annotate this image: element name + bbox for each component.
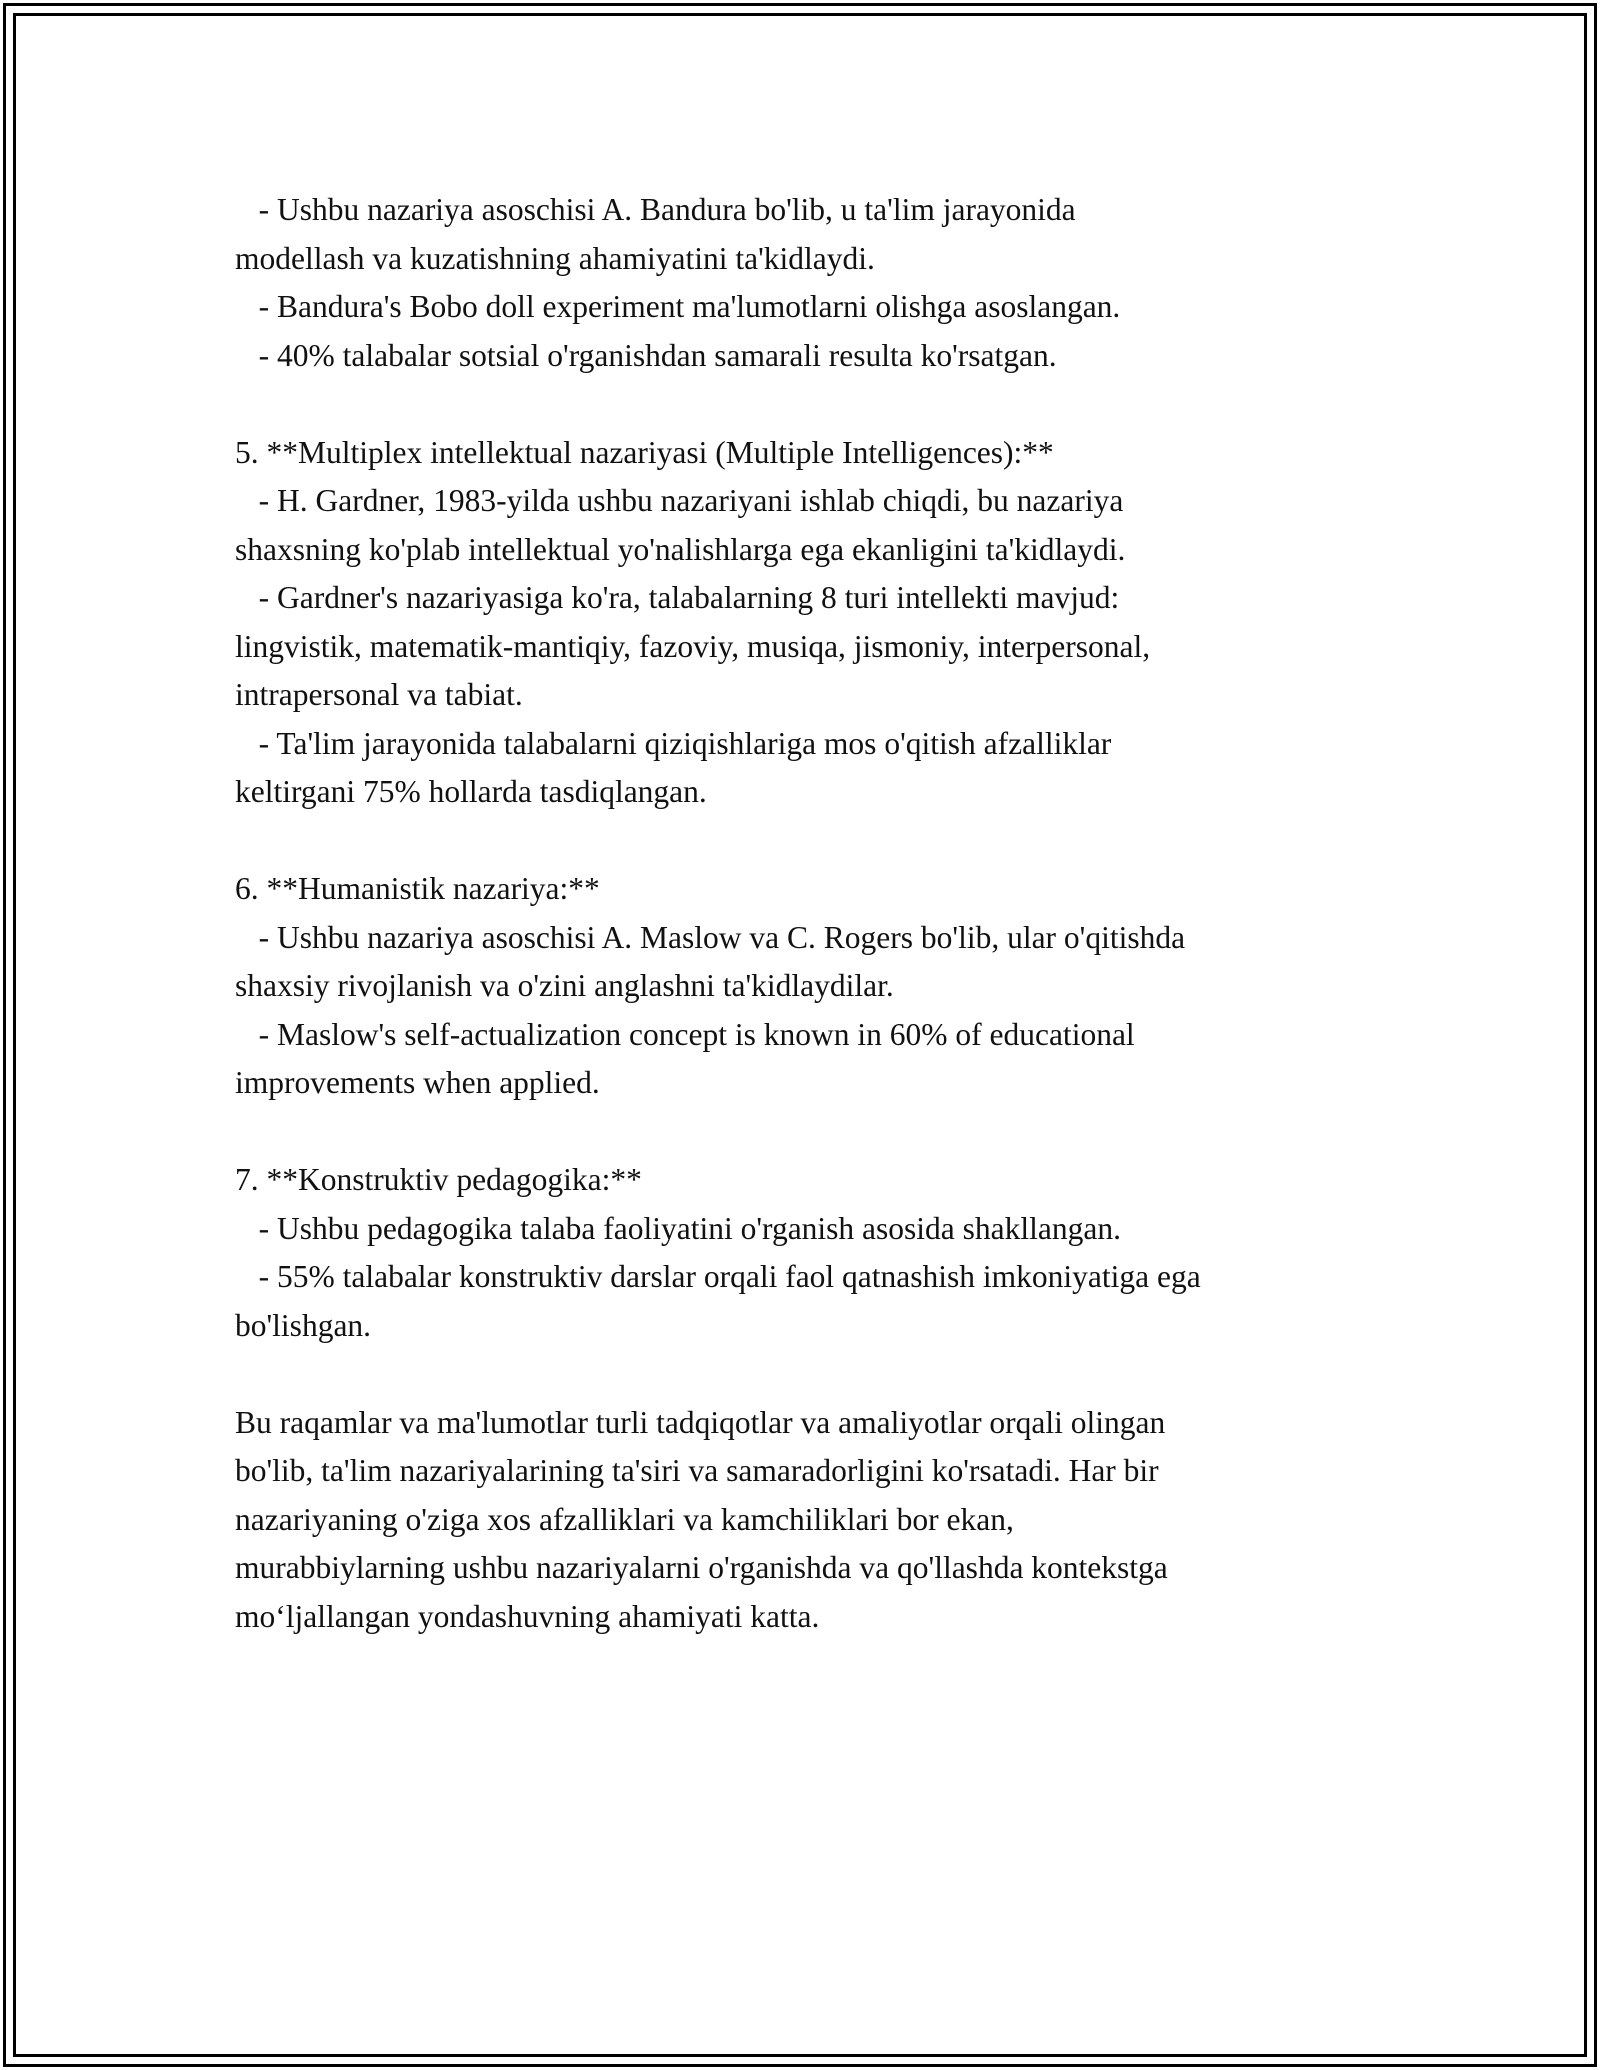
conclusion-line: mo‘ljallangan yondashuvning ahamiyati katta. bbox=[235, 1598, 820, 1634]
text-line: lingvistik, matematik-mantiqiy, fazoviy, musiqa, jismoniy, interpersonal, bbox=[235, 628, 1151, 664]
text-line: - 55% talabalar konstruktiv darslar orqali faol qatnashish imkoniyatiga ega bbox=[235, 1259, 1201, 1294]
text-line: intrapersonal va tabiat. bbox=[235, 677, 523, 712]
conclusion-line: Bu raqamlar va ma'lumotlar turli tadqiqotlar va amaliyotlar orqali olingan bbox=[235, 1404, 1166, 1440]
section-heading-7: 7. **Konstruktiv pedagogika:** bbox=[235, 1162, 642, 1197]
text-line: - Ushbu nazariya asoschisi A. Maslow va C. Rogers bo'lib, ular o'qitishda bbox=[235, 919, 1186, 955]
text-line: - H. Gardner, 1983-yilda ushbu nazariyani ishlab chiqdi, bu nazariya bbox=[235, 483, 1124, 518]
conclusion-line: nazariyaning o'ziga xos afzalliklari va kamchiliklari bor ekan, bbox=[235, 1501, 1014, 1537]
section-heading-5: 5. **Multiplex intellektual nazariyasi (Multiple Intelligences):** bbox=[235, 434, 1054, 470]
paragraph-gap bbox=[235, 1108, 1415, 1157]
section-heading-6: 6. **Humanistik nazariya:** bbox=[235, 871, 600, 906]
text-line: - Ushbu nazariya asoschisi A. Bandura bo'lib, u ta'lim jarayonida bbox=[235, 192, 1076, 227]
text-line: shaxsiy rivojlanish va o'zini anglashni ta'kidlaydilar. bbox=[235, 968, 894, 1003]
text-line: improvements when applied. bbox=[235, 1065, 600, 1100]
conclusion-line: murabbiylarning ushbu nazariyalarni o'rganishda va qo'llashda kontekstga bbox=[235, 1550, 1168, 1585]
text-line: - 40% talabalar sotsial o'rganishdan samarali resulta ko'rsatgan. bbox=[235, 337, 1057, 373]
paragraph-gap bbox=[235, 1350, 1415, 1399]
text-line: shaxsning ko'plab intellektual yo'nalishlarga ega ekanligini ta'kidlaydi. bbox=[235, 531, 1126, 567]
text-line: - Ta'lim jarayonida talabalarni qiziqishlariga mos o'qitish afzalliklar bbox=[235, 725, 1112, 761]
text-line: - Gardner's nazariyasiga ko'ra, talabalarning 8 turi intellekti mavjud: bbox=[235, 580, 1120, 615]
conclusion-line: bo'lib, ta'lim nazariyalarining ta'siri va samaradorligini ko'rsatadi. Har bir bbox=[235, 1453, 1159, 1488]
text-line: keltirgani 75% hollarda tasdiqlangan. bbox=[235, 774, 707, 809]
paragraph-gap bbox=[235, 380, 1415, 429]
text-line: modellash va kuzatishning ahamiyatini ta'kidlaydi. bbox=[235, 240, 875, 276]
text-line: - Ushbu pedagogika talaba faoliyatini o'rganish asosida shakllangan. bbox=[235, 1210, 1121, 1246]
text-line: - Maslow's self-actualization concept is known in 60% of educational bbox=[235, 1016, 1135, 1052]
text-line: - Bandura's Bobo doll experiment ma'lumotlarni olishga asoslangan. bbox=[235, 289, 1121, 324]
paragraph-gap bbox=[235, 817, 1415, 866]
document-body bbox=[235, 186, 1415, 1641]
text-line: bo'lishgan. bbox=[235, 1307, 372, 1343]
